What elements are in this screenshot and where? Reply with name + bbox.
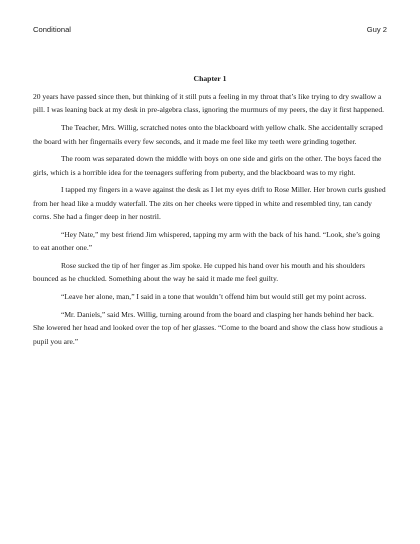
document-body [33, 72, 387, 352]
chapter-title: Chapter 1 [193, 74, 227, 83]
header-title: Conditional [33, 25, 71, 34]
paragraph: The room was separated down the middle with boys on one side and girls on the other. The boys faced the girls, which is a horrible idea for the teenagers suffering from puberty, and the blackboard was to my right. [33, 154, 382, 177]
paragraph: “Mr. Daniels,” said Mrs. Willig, turning around from the board and clasping her hands behind her back. She lowered her head and looked over the top of her glasses. “Come to the board and show the class how studious a pupil you are.” [33, 309, 383, 346]
paragraph: 20 years have passed since then, but thinking of it still puts a feeling in my throat that’s like trying to dry swallow a pill. I was leaning back at my desk in pre-algebra class, ignoring the murmurs of my peers, the day it first happened. [33, 92, 385, 115]
paragraph: “Hey Nate,” my best friend Jim whispered, tapping my arm with the back of his hand. “Look, she’s going to eat another one.” [33, 229, 380, 253]
header-page-label: Guy 2 [366, 25, 387, 34]
running-header [33, 25, 387, 37]
paragraph: The Teacher, Mrs. Willig, scratched notes onto the blackboard with yellow chalk. She accidentally scraped the board with her fingernails every few seconds, and it made me feel like my teeth were grinding together. [33, 123, 383, 146]
paragraph: “Leave her alone, man,” I said in a tone that wouldn’t offend him but would still get my point across. [61, 292, 367, 302]
paragraph: I tapped my fingers in a wave against the desk as I let my eyes drift to Rose Miller. Her brown curls gushed from her head like a muddy waterfall. The zits on her cheeks were tipped in white and resembled tiny, tan candy corns. She had a finger deep in her nostril. [33, 185, 386, 222]
paragraph: Rose sucked the tip of her finger as Jim spoke. He cupped his hand over his mouth and his shoulders bounced as he chuckled. Something about the way he said it made me feel guilty. [33, 260, 365, 284]
